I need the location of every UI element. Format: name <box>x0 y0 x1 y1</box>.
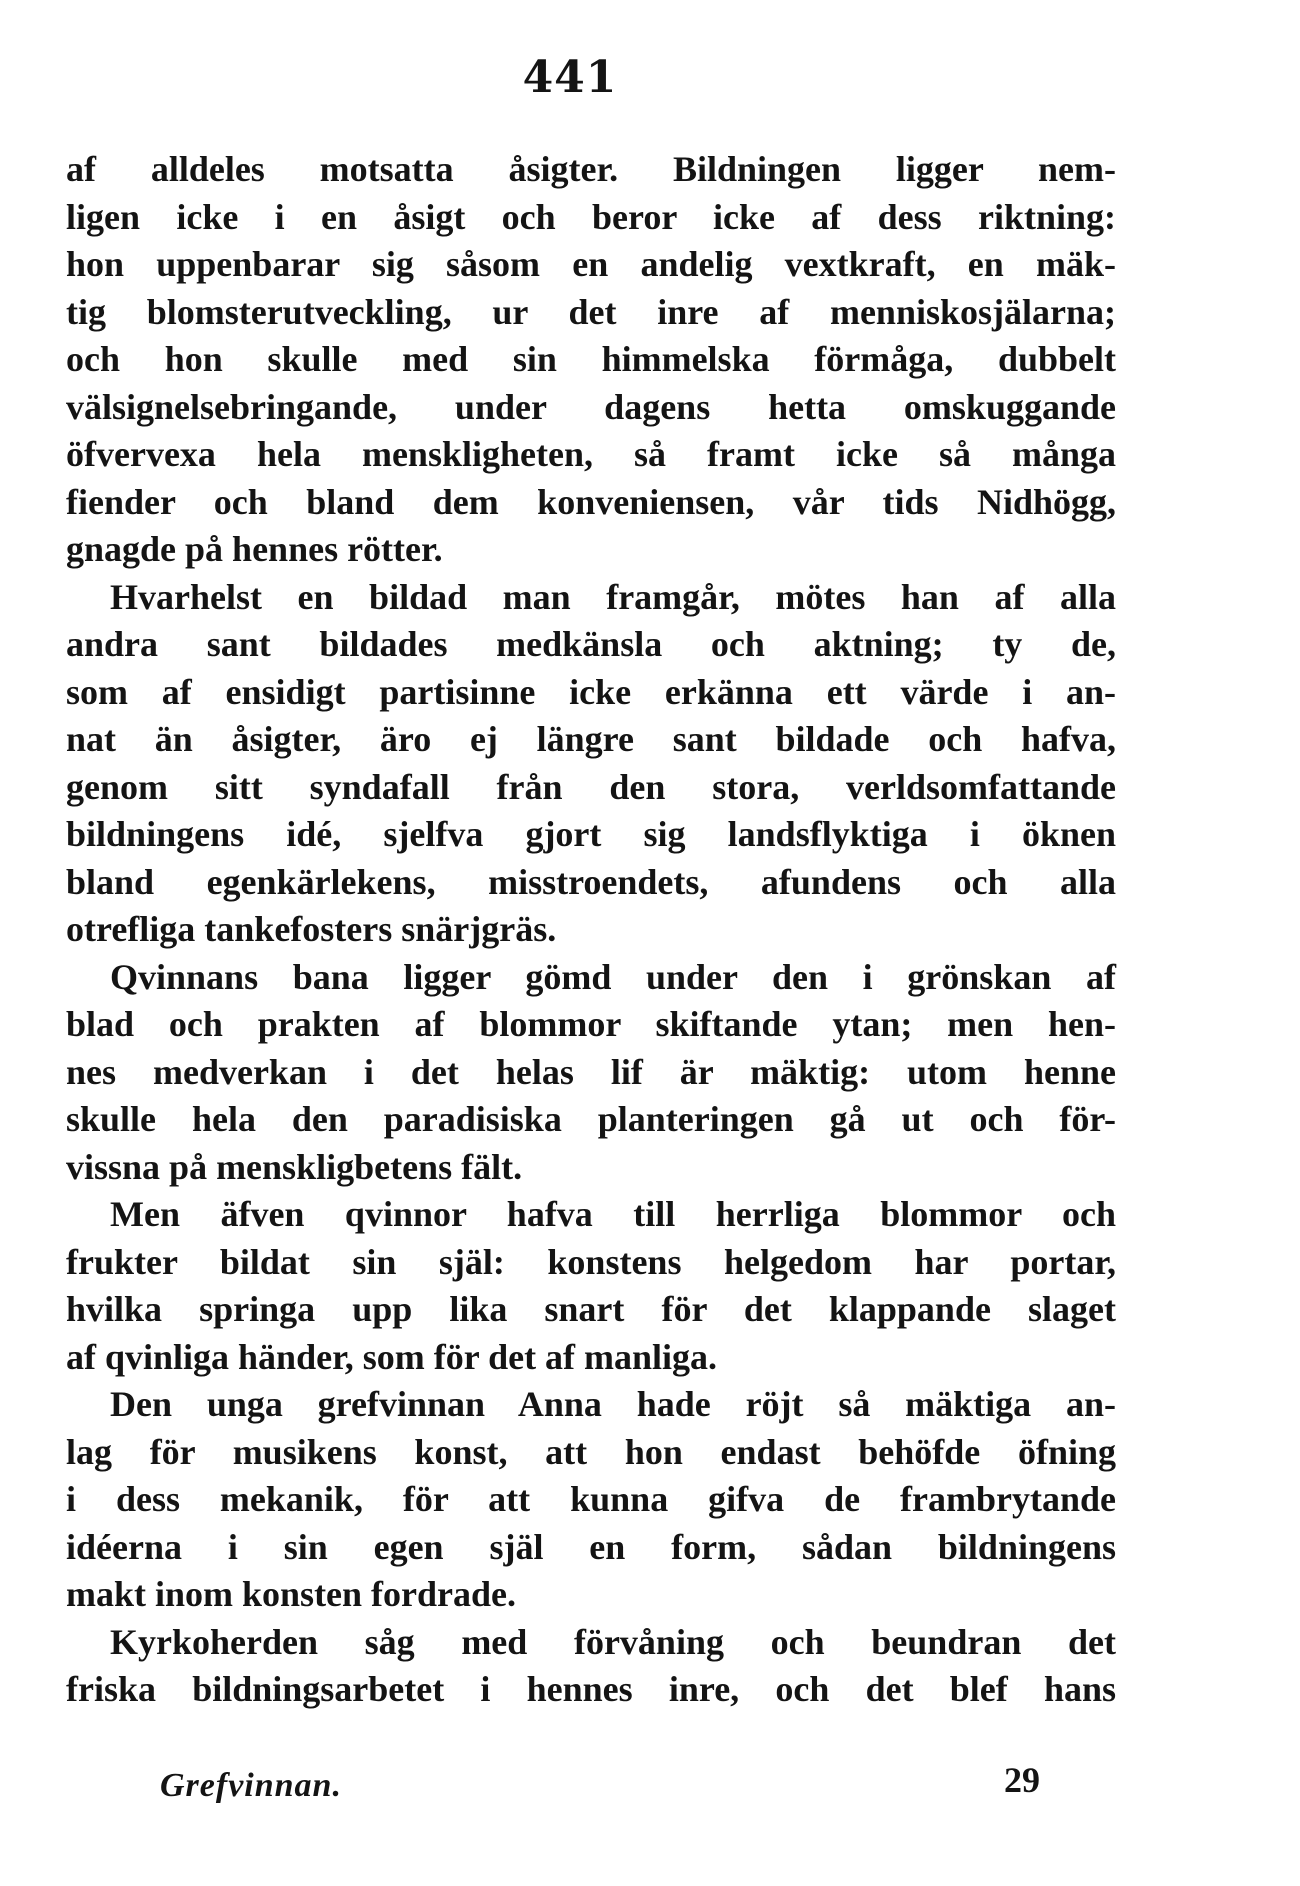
text-line: otrefliga tankefosters snärjgräs. <box>66 909 557 949</box>
signature-mark: Grefvinnan. <box>160 1767 342 1804</box>
text-line: nat än åsigter, äro ej längre sant bildade och hafva, <box>66 719 1116 759</box>
text-line: makt inom konsten fordrade. <box>66 1574 517 1614</box>
paragraph-6 <box>66 1619 1116 1714</box>
text-line: fiender och bland dem konveniensen, vår tids Nidhögg, <box>66 481 1116 522</box>
page-number: 441 <box>522 52 618 103</box>
text-line: friska bildningsarbetet i hennes inre, och det blef hans <box>66 1669 1116 1709</box>
text-line: hon uppenbarar sig såsom en andelig vextkraft, en mäk- <box>66 244 1116 284</box>
text-line: bland egenkärlekens, misstroendets, afundens och alla <box>66 861 1116 902</box>
text-line: Hvarhelst en bildad man framgår, mötes han af alla <box>110 576 1116 617</box>
text-line: bildningens idé, sjelfva gjort sig landsflyktiga i öknen <box>66 814 1116 854</box>
text-line: tig blomsterutveckling, ur det inre af menniskosjälarna; <box>66 291 1116 332</box>
text-line: Men äfven qvinnor hafva till herrliga blommor och <box>110 1194 1116 1234</box>
text-line: lag för musikens konst, att hon endast behöfde öfning <box>66 1431 1116 1472</box>
sheet-number: 29 <box>1004 1760 1040 1800</box>
text-line: hvilka springa upp lika snart för det klappande slaget <box>66 1289 1116 1329</box>
text-line: Kyrkoherden såg med förvåning och beundran det <box>110 1621 1116 1662</box>
paragraph-4 <box>66 1191 1116 1381</box>
text-line: blad och prakten af blommor skiftande ytan; men hen- <box>66 1004 1116 1044</box>
text-line: öfvervexa hela menskligheten, så framt icke så många <box>66 434 1116 474</box>
text-line: frukter bildat sin själ: konstens helgedom har portar, <box>66 1241 1116 1282</box>
text-line: vissna på menskligbetens fält. <box>66 1146 523 1187</box>
text-line: af qvinliga händer, som för det af manliga. <box>66 1336 718 1377</box>
text-line: i dess mekanik, för att kunna gifva de frambrytande <box>66 1479 1116 1519</box>
text-line: Qvinnans bana ligger gömd under den i grönskan af <box>110 956 1116 997</box>
text-line: skulle hela den paradisiska planteringen gå ut och för- <box>66 1099 1116 1139</box>
paragraph-2 <box>66 574 1116 954</box>
paragraph-1 <box>66 146 1116 574</box>
text-line: och hon skulle med sin himmelska förmåga, dubbelt <box>66 339 1116 379</box>
text-line: Den unga grefvinnan Anna hade röjt så mäktiga an- <box>110 1384 1116 1424</box>
paragraph-3 <box>66 954 1116 1192</box>
text-line: idéerna i sin egen själ en form, sådan bildningens <box>66 1526 1116 1567</box>
text-line: genom sitt syndafall från den stora, verldsomfattande <box>66 766 1116 807</box>
text-line: gnagde på hennes rötter. <box>66 529 443 569</box>
text-line: välsignelsebringande, under dagens hetta omskuggande <box>66 386 1116 427</box>
text-line: som af ensidigt partisinne icke erkänna ett värde i an- <box>66 671 1116 712</box>
text-line: ligen icke i en åsigt och beror icke af dess riktning: <box>66 196 1116 237</box>
text-line: nes medverkan i det helas lif är mäktig: utom henne <box>66 1051 1116 1092</box>
paragraph-5 <box>66 1381 1116 1619</box>
body-text <box>66 146 1116 1714</box>
text-line: af alldeles motsatta åsigter. Bildningen ligger nem- <box>66 149 1116 189</box>
text-line: andra sant bildades medkänsla och aktning; ty de, <box>66 624 1116 664</box>
